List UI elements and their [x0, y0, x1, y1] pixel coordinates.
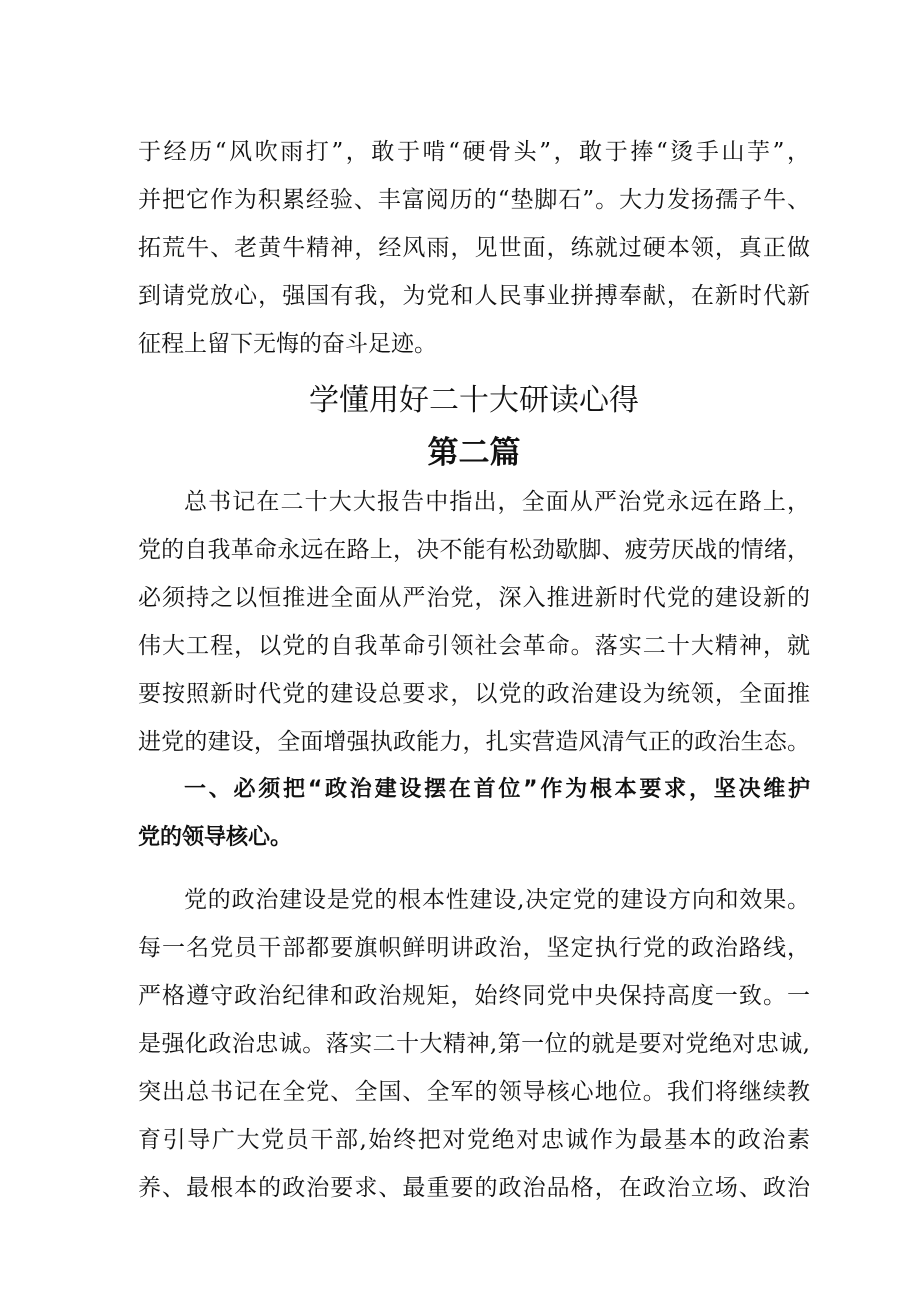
text-line: 育引导广大党员干部,始终把对党绝对忠诚作为最基本的政治素 — [138, 1127, 810, 1153]
text-line: 严格遵守政治纪律和政治规矩，始终同党中央保持高度一致。一 — [138, 983, 810, 1009]
text-line: 党的自我革命永远在路上，决不能有松劲歇脚、疲劳厌战的情绪， — [138, 537, 810, 563]
document-body — [138, 128, 810, 1212]
text-line: 伟大工程，以党的自我革命引领社会革命。落实二十大精神，就 — [138, 633, 810, 659]
text-line: 进党的建设，全面增强执政能力，扎实营造风清气正的政治生态。 — [138, 729, 810, 755]
document-title: 学懂用好二十大研读心得 — [309, 383, 639, 418]
text-line: 并把它作为积累经验、丰富阅历的“垫脚石”。大力发扬孺子牛、 — [138, 187, 810, 213]
paragraph-1 — [138, 478, 810, 766]
text-line: 于经历“风吹雨打”，敢于啃“硬骨头”，敢于捧“烫手山芋”， — [138, 139, 810, 165]
text-line: 党的政治建设是党的根本性建设,决定党的建设方向和效果。 — [184, 887, 810, 913]
text-line: 总书记在二十大大报告中指出，全面从严治党永远在路上， — [184, 489, 810, 515]
text-line: 要按照新时代党的建设总要求，以党的政治建设为统领，全面推 — [138, 681, 810, 707]
intro-paragraph — [138, 128, 810, 368]
text-line: 突出总书记在全党、全国、全军的领导核心地位。我们将继续教 — [138, 1079, 810, 1105]
section-heading — [138, 766, 810, 862]
heading-line: 一、必须把“政治建设摆在首位”作为根本要求，坚决维护 — [184, 777, 810, 802]
paragraph-2 — [138, 876, 810, 1212]
text-line: 是强化政治忠诚。落实二十大精神,第一位的就是要对党绝对忠诚, — [138, 1031, 810, 1057]
text-line: 征程上留下无悔的奋斗足迹。 — [138, 331, 437, 357]
document-subtitle: 第二篇 — [427, 435, 521, 471]
text-line: 拓荒牛、老黄牛精神，经风雨，见世面，练就过硬本领，真正做 — [138, 235, 810, 261]
heading-line: 党的领导核心。 — [138, 825, 293, 850]
text-line: 每一名党员干部都要旗帜鲜明讲政治，坚定执行党的政治路线， — [138, 935, 810, 961]
text-line: 必须持之以恒推进全面从严治党，深入推进新时代党的建设新的 — [138, 585, 810, 611]
text-line: 养、最根本的政治要求、最重要的政治品格，在政治立场、政治 — [138, 1175, 810, 1201]
text-line: 到请党放心，强国有我，为党和人民事业拼搏奉献，在新时代新 — [138, 283, 810, 309]
